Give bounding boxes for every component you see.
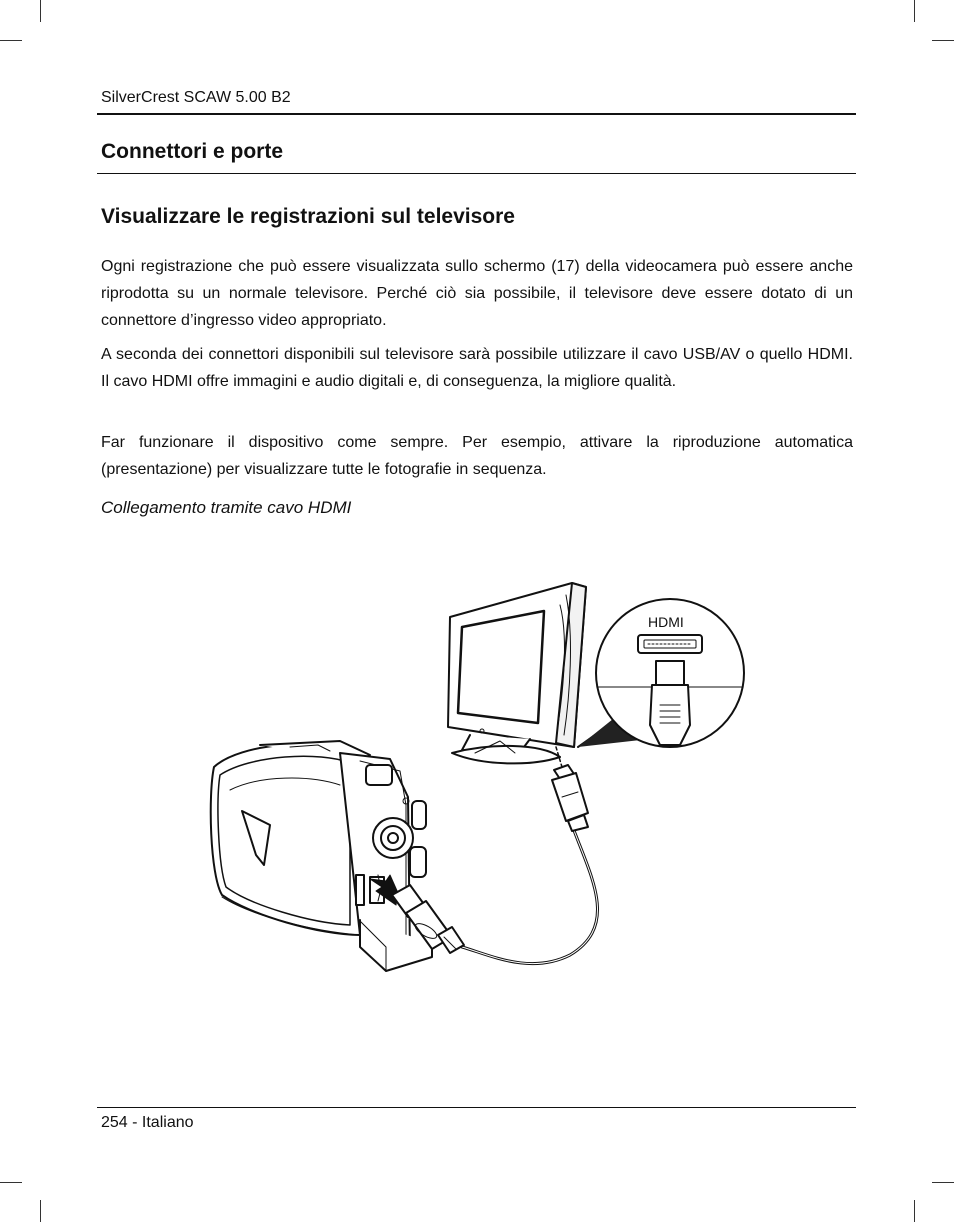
hdmi-port-label: HDMI bbox=[648, 614, 684, 630]
footer-rule bbox=[97, 1107, 856, 1108]
footer-page-number: 254 - Italiano bbox=[101, 1114, 194, 1131]
section-title: Connettori e porte bbox=[101, 140, 283, 163]
crop-mark bbox=[914, 1200, 915, 1222]
crop-mark bbox=[40, 0, 41, 22]
crop-mark bbox=[932, 40, 954, 41]
header-rule bbox=[97, 113, 856, 115]
crop-mark bbox=[932, 1182, 954, 1183]
hdmi-connection-illustration bbox=[200, 575, 760, 985]
header-product-title: SilverCrest SCAW 5.00 B2 bbox=[101, 89, 291, 106]
paragraph: A seconda dei connettori disponibili sul televisore sarà possibile utilizzare il cavo USB/AV o quello HDMI. Il cavo HDMI offre immagini e audio digitali e, di conseguenza, la migliore qualità. bbox=[101, 346, 853, 390]
crop-mark bbox=[0, 1182, 22, 1183]
hdmi-plug-illustration bbox=[552, 765, 588, 831]
crop-mark bbox=[914, 0, 915, 22]
subsection-title: Visualizzare le registrazioni sul televisore bbox=[101, 205, 515, 228]
paragraph: Ogni registrazione che può essere visualizzata sullo schermo (17) della videocamera può essere anche riprodotta su un normale televisore. Perché ciò sia possibile, il televisore deve essere dotato di un connettore d’ingresso video appropriato. bbox=[101, 258, 853, 329]
hdmi-port-callout bbox=[578, 599, 744, 747]
figure-caption: Collegamento tramite cavo HDMI bbox=[101, 498, 352, 517]
crop-mark bbox=[0, 40, 22, 41]
camcorder-illustration bbox=[211, 741, 432, 971]
crop-mark bbox=[40, 1200, 41, 1222]
section-rule bbox=[97, 173, 856, 174]
television-illustration bbox=[448, 583, 586, 763]
paragraph: Far funzionare il dispositivo come sempre. Per esempio, attivare la riproduzione automatica (presentazione) per visualizzare tutte le fotografie in sequenza. bbox=[101, 434, 853, 478]
